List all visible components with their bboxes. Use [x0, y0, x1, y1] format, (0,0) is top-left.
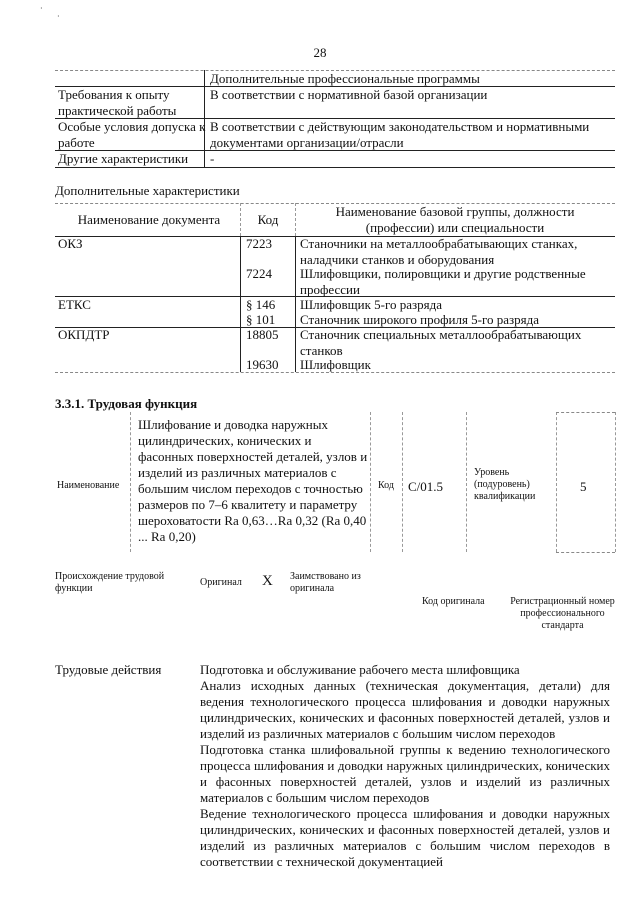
additional-title: Дополнительные характеристики: [55, 183, 240, 198]
page-number: 28: [313, 45, 327, 60]
row-okpdtr-name-1: Станочник специальных металлообрабатывающих станков: [300, 327, 582, 358]
row-okpdtr-name-2: Шлифовщик: [300, 357, 371, 372]
row-okpdtr-doc: ОКПДТР: [58, 327, 110, 342]
row-okpdtr-code-2: 19630: [246, 357, 279, 372]
req-education-value: Дополнительные профессиональные программы: [210, 71, 480, 86]
req-experience-value: В соответствии с нормативной базой организации: [210, 87, 488, 102]
row-okz-doc: ОКЗ: [58, 236, 83, 251]
qualification-level-label: Уровень (подуровень) квалификации: [474, 467, 536, 502]
origin-borrowed-label: Заимствовано из оригинала: [290, 571, 361, 594]
row-okz-code-2: 7224: [246, 266, 272, 281]
row-okpdtr-code-1: 18805: [246, 327, 279, 342]
header-doc-name: Наименование документа: [77, 212, 221, 227]
row-etks-code-2: § 101: [246, 312, 276, 327]
header-group-name: Наименование базовой группы, должности (профессии) или специальности: [335, 204, 575, 235]
req-admission-value: В соответствии с действующим законодательством и нормативными документами организации/отрасли: [210, 119, 590, 150]
row-okz-code-1: 7223: [246, 236, 272, 251]
row-okz-name-1: Станочники на металлообрабатывающих станках, наладчики станков и оборудования: [300, 236, 578, 267]
header-code: Код: [257, 212, 279, 227]
row-etks-doc: ЕТКС: [58, 297, 91, 312]
row-okz-name-2: Шлифовщики, полировщики и другие родственные профессии: [300, 266, 586, 297]
row-etks-code-1: § 146: [246, 297, 276, 312]
labor-action-item: Ведение технологического процесса шлифования и доводки наружных цилиндрических, конических и фасонных поверхностей деталей, узлов и изделий из различных материалов с большим числом переходов в соответствии с технической документацией: [200, 806, 610, 869]
row-etks-name-2: Станочник широкого профиля 5-го разряда: [300, 312, 540, 327]
req-other-label: Другие характеристики: [58, 151, 189, 166]
function-code-value: C/01.5: [408, 479, 444, 494]
req-experience-label: Требования к опыту практической работы: [58, 87, 177, 118]
scan-speck: ·: [57, 12, 60, 21]
labor-action-item: Анализ исходных данных (техническая документация, детали) для ведения технологического процесса шлифования и доводки наружных цилиндрических, конических и фасонных поверхностей деталей, узлов и изделий из различных материалов с большим числом переходов: [200, 678, 610, 741]
origin-code-label: Код оригинала: [422, 596, 485, 607]
scan-speck: ·: [40, 4, 43, 13]
origin-label: Происхождение трудовой функции: [55, 571, 165, 594]
row-etks-name-1: Шлифовщик 5-го разряда: [300, 297, 443, 312]
origin-reg-number-label: Регистрационный номер профессионального стандарта: [510, 596, 615, 631]
section-title: 3.3.1. Трудовая функция: [55, 396, 198, 411]
labor-action-item: Подготовка станка шлифовальной группы к ведению технологического процесса шлифования и доводки наружных цилиндрических, конических и фасонных поверхностей деталей, узлов и изделий из различных материалов с большим числом переходов: [200, 742, 610, 805]
labor-actions-label: Трудовые действия: [55, 662, 162, 677]
labor-action-item: Подготовка и обслуживание рабочего места шлифовщика: [200, 662, 520, 677]
function-code-label: Код: [378, 480, 394, 491]
origin-original-label: Оригинал: [200, 577, 242, 588]
function-name-label: Наименование: [57, 480, 120, 491]
function-name-value: Шлифование и доводка наружных цилиндрических, конических и фасонных поверхностей деталей, узлов и изделий из различных материалов с большим числом переходов с точностью размеров по 7–6 квалитету и параметру шероховатости Ra 0,63…Ra 0,32 (Ra 0,40 ... Ra 0,20): [138, 417, 368, 544]
origin-original-mark: X: [262, 573, 273, 589]
qualification-level-value: 5: [580, 479, 587, 494]
req-admission-label: Особые условия допуска к работе: [58, 119, 206, 150]
req-other-value: -: [210, 151, 215, 166]
